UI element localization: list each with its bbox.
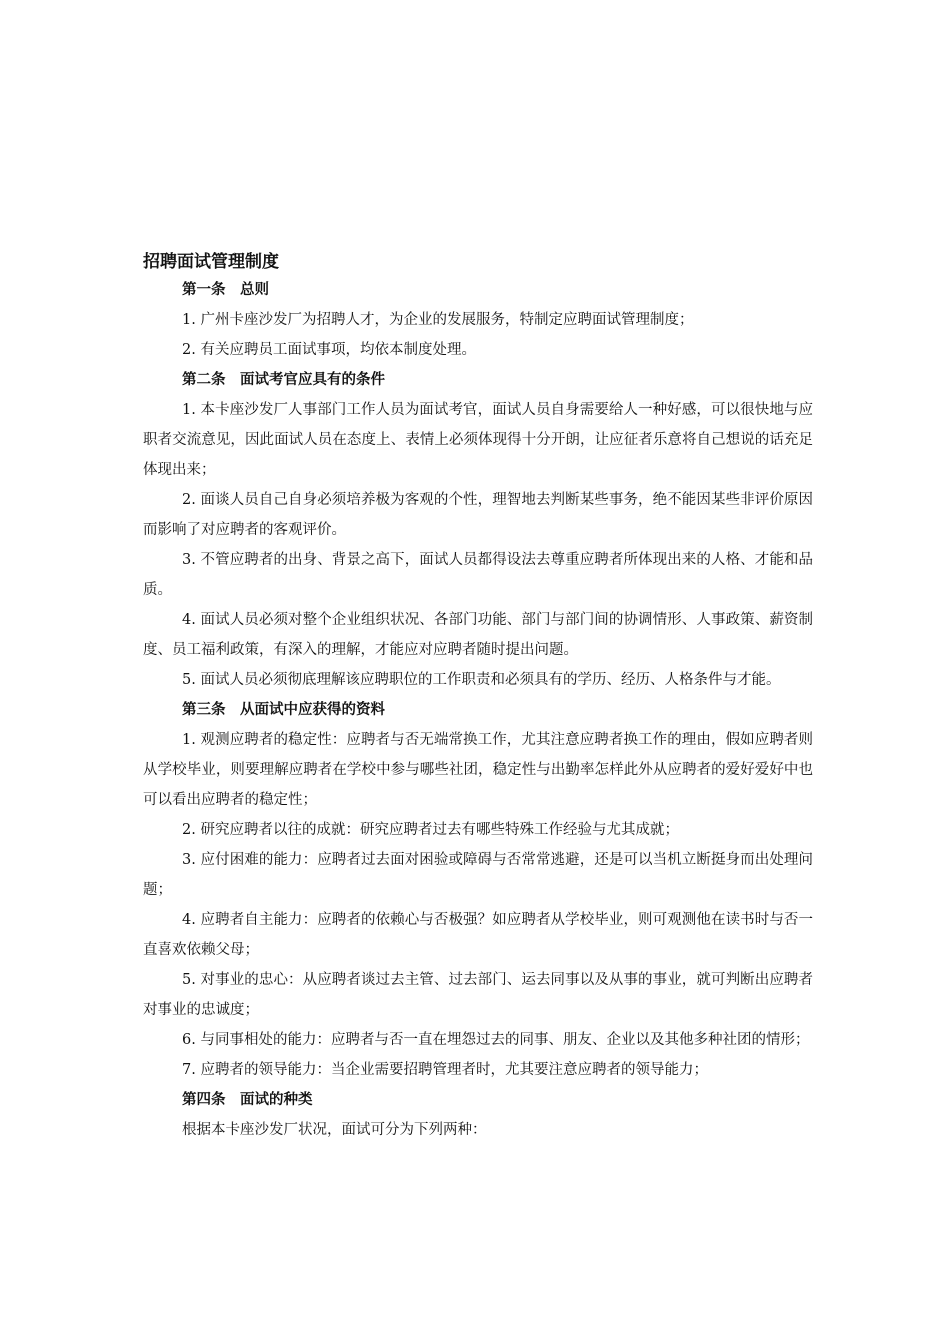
paragraph: 7. 应聘者的领导能力：当企业需要招聘管理者时，尤其要注意应聘者的领导能力； [182,1062,708,1078]
paragraph: 根据本卡座沙发厂状况，面试可分为下列两种： [182,1122,487,1138]
document-title: 招聘面试管理制度 [143,252,279,272]
section-heading: 第三条 从面试中应获得的资料 [182,702,385,718]
paragraph: 3. 不管应聘者的出身、背景之高下，面试人员都得设法去尊重应聘者所体现出来的人格、才能和品质。 [143,552,813,598]
paragraph: 5. 对事业的忠心：从应聘者谈过去主管、过去部门、运去同事以及从事的事业，就可判断出应聘者对事业的忠诚度； [143,972,813,1018]
paragraph: 1. 广州卡座沙发厂为招聘人才，为企业的发展服务，特制定应聘面试管理制度； [182,312,694,328]
paragraph: 6. 与同事相处的能力：应聘者与否一直在埋怨过去的同事、朋友、企业以及其他多种社团的情形； [182,1032,810,1048]
paragraph: 1. 本卡座沙发厂人事部门工作人员为面试考官，面试人员自身需要给人一种好感，可以很快地与应职者交流意见，因此面试人员在态度上、表情上必须体现得十分开朗，让应征者乐意将自己想说的话充足体现出来； [143,402,813,478]
paragraph: 2. 面谈人员自己自身必须培养极为客观的个性，理智地去判断某些事务，绝不能因某些非评价原因而影响了对应聘者的客观评价。 [143,492,813,538]
paragraph: 4. 应聘者自主能力：应聘者的依赖心与否极强？如应聘者从学校毕业，则可观测他在读书时与否一直喜欢依赖父母； [143,912,813,958]
paragraph: 4. 面试人员必须对整个企业组织状况、各部门功能、部门与部门间的协调情形、人事政策、薪资制度、员工福利政策，有深入的理解，才能应对应聘者随时提出问题。 [143,612,813,658]
paragraph: 5. 面试人员必须彻底理解该应聘职位的工作职责和必须具有的学历、经历、人格条件与才能。 [182,672,781,688]
paragraph: 2. 有关应聘员工面试事项，均依本制度处理。 [182,342,476,358]
paragraph: 1. 观测应聘者的稳定性：应聘者与否无端常换工作，尤其注意应聘者换工作的理由，假如应聘者则从学校毕业，则要理解应聘者在学校中参与哪些社团，稳定性与出勤率怎样此外从应聘者的爱好爱好中也可以看出应聘者的稳定性； [143,732,813,808]
paragraph: 3. 应付困难的能力：应聘者过去面对困验或障碍与否常常逃避，还是可以当机立断挺身而出处理问题； [143,852,813,898]
section-heading: 第二条 面试考官应具有的条件 [182,372,385,388]
paragraph: 2. 研究应聘者以往的成就：研究应聘者过去有哪些特殊工作经验与尤其成就； [182,822,679,838]
document-body [143,275,813,1145]
section-heading: 第一条 总则 [182,282,269,298]
section-heading: 第四条 面试的种类 [182,1092,313,1108]
